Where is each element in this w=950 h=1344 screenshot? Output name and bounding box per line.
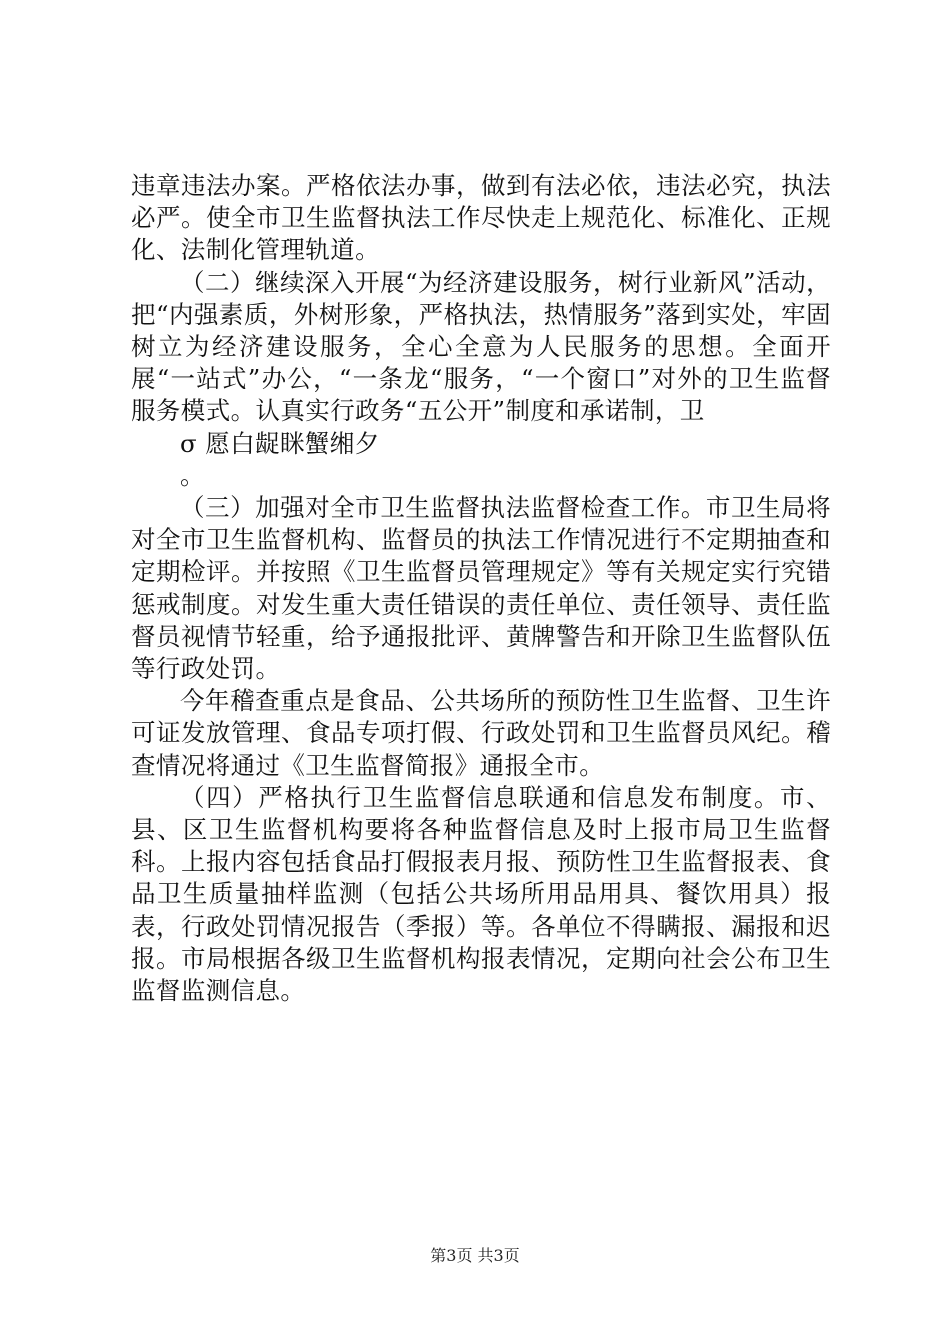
document-body <box>131 170 831 1007</box>
paragraph-section-four: （四）严格执行卫生监督信息联通和信息发布制度。市、县、区卫生监督机构要将各种监督信息及时上报市局卫生监督科。上报内容包括食品打假报表月报、预防性卫生监督报表、食品卫生质量抽样监测（包括公共场所用品用具、餐饮用具）报表，行政处罚情况报告（季报）等。各单位不得瞒报、漏报和迟报。市局根据各级卫生监督机构报表情况，定期向社会公布卫生监督监测信息。 <box>131 782 831 1006</box>
paragraph-section-three: （三）加强对全市卫生监督执法监督检查工作。市卫生局将对全市卫生监督机构、监督员的执法工作情况进行不定期抽查和定期检评。并按照《卫生监督员管理规定》等有关规定实行究错惩戒制度。对发生重大责任错误的责任单位、责任领导、责任监督员视情节轻重，给予通报批评、黄牌警告和开除卫生监督队伍等行政处罚。 <box>131 493 831 684</box>
page-number-label: 第3页 共3页 <box>430 1246 520 1265</box>
stray-period-fragment: 。 <box>180 460 205 490</box>
page-footer <box>0 1243 950 1266</box>
garbled-text-fragment: σ 愿白龊眯蟹缃夕 <box>180 428 380 458</box>
paragraph-section-two: （二）继续深入开展“为经济建设服务，树行业新风”活动，把“内强素质，外树形象，严格执法，热情服务”落到实处，牢固树立为经济建设服务，全心全意为人民服务的思想。全面开展“一站式”办公，“一条龙“服务，“一个窗口”对外的卫生监督服务模式。认真实行政务“五公开”制度和承诺制，卫 <box>131 267 831 426</box>
paragraph-continuation: 违章违法办案。严格依法办事，做到有法必依，违法必究，执法必严。使全市卫生监督执法工作尽快走上规范化、标准化、正规化、法制化管理轨道。 <box>131 171 831 265</box>
paragraph-inspection-focus: 今年稽查重点是食品、公共场所的预防性卫生监督、卫生许可证发放管理、食品专项打假、行政处罚和卫生监督员风纪。稽查情况将通过《卫生监督简报》通报全市。 <box>131 686 831 780</box>
